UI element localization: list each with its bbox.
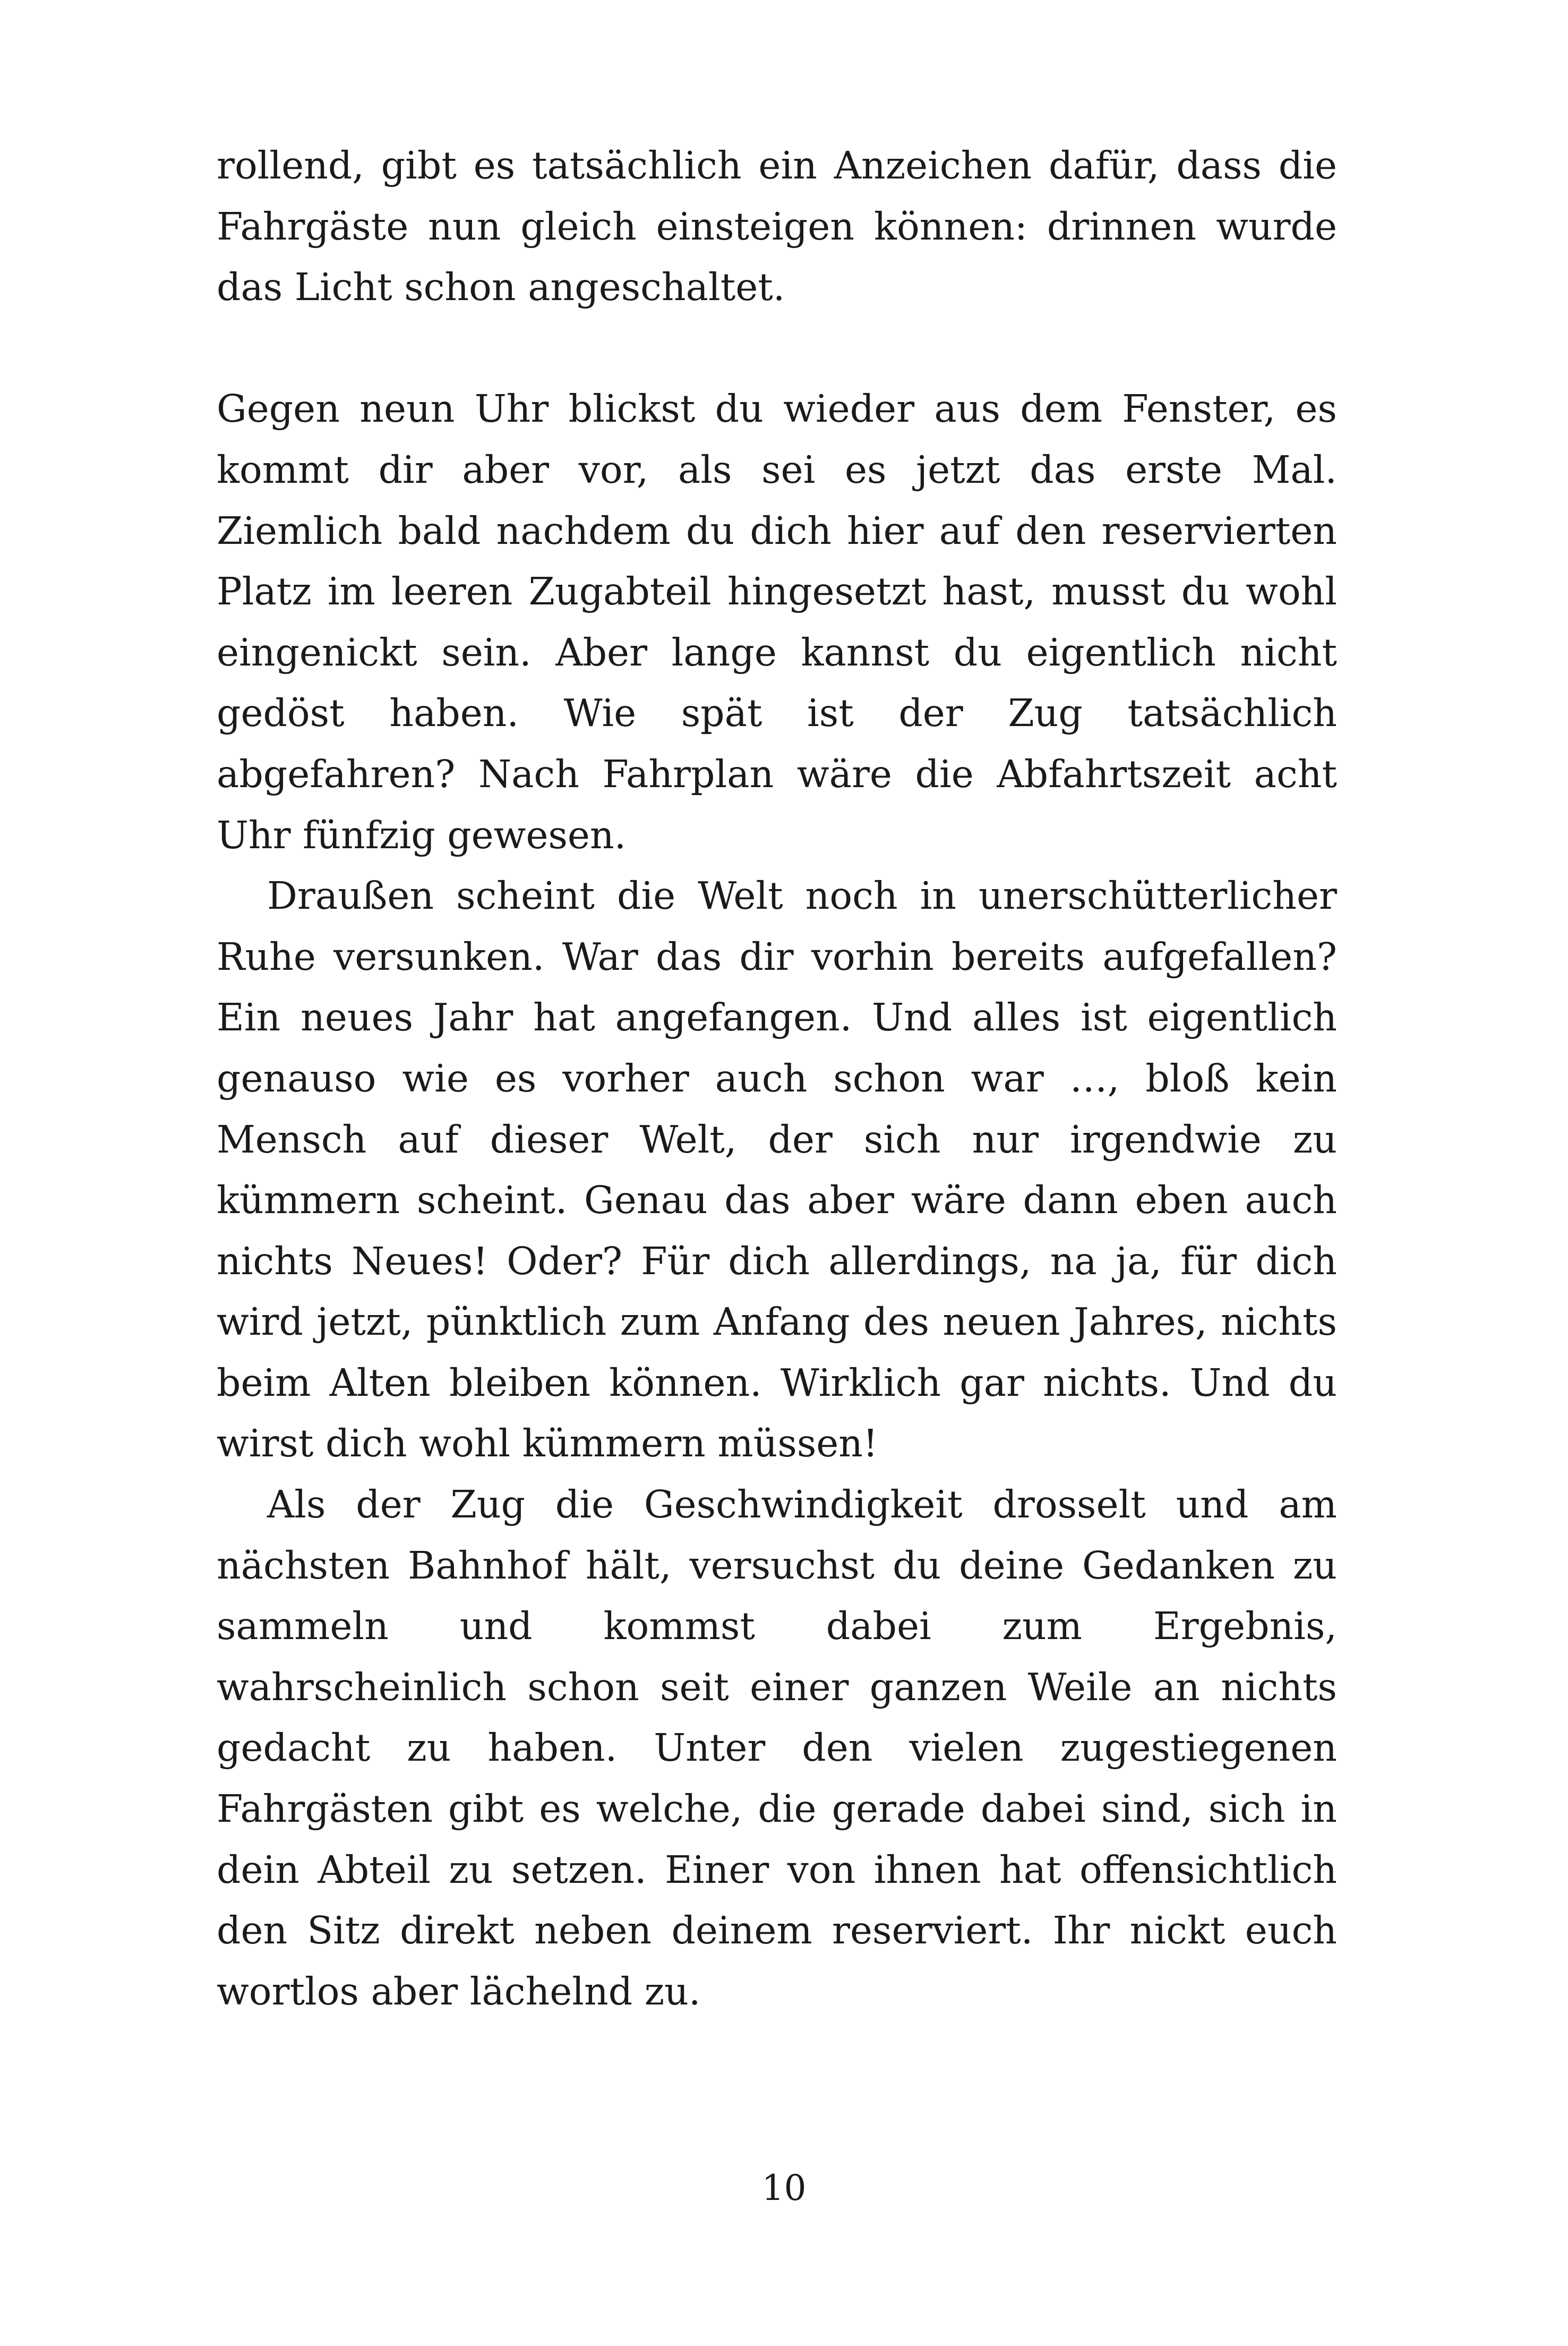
paragraph-section-start: Gegen neun Uhr blickst du wieder aus dem Fenster, es kommt dir aber vor, als sei es jetzt das erste Mal. Ziemlich bald nachdem du dich hier auf den reservierten Platz im leeren Zugabteil hingesetzt hast, musst du wohl eingenickt sein. Aber lange kannst du eigentlich nicht gedöst haben. Wie spät ist der Zug tatsächlich abgefahren? Nach Fahrplan wäre die Abfahrtszeit acht Uhr fünfzig gewesen. <box>217 387 1337 857</box>
page-number: 10 <box>761 2168 807 2208</box>
paragraph: Draußen scheint die Welt noch in unerschütterlicher Ruhe versunken. War das dir vorhin bereits aufgefallen? Ein neues Jahr hat angefangen. Und alles ist eigentlich genauso wie es vorher auch schon war …, bloß kein Mensch auf dieser Welt, der sich nur irgendwie zu kümmern scheint. Genau das aber wäre dann eben auch nichts Neues! Oder? Für dich allerdings, na ja, für dich wird jetzt, pünktlich zum Anfang des neuen Jahres, nichts beim Alten bleiben können. Wirklich gar nichts. Und du wirst dich wohl kümmern müssen! <box>217 874 1337 1466</box>
body-text <box>217 135 1337 2022</box>
paragraph-continuation: rollend, gibt es tatsächlich ein Anzeichen dafür, dass die Fahrgäste nun gleich einsteigen können: drinnen wurde das Licht schon angeschaltet. <box>217 143 1337 310</box>
paragraph: Als der Zug die Geschwindigkeit drosselt und am nächsten Bahnhof hält, versuchst du deine Gedanken zu sammeln und kommst dabei zum Ergebnis, wahrscheinlich schon seit einer ganzen Weile an nichts gedacht zu haben. Unter den vielen zugestiegenen Fahrgästen gibt es welche, die gerade dabei sind, sich in dein Abteil zu setzen. Einer von ihnen hat offensichtlich den Sitz direkt neben deinem reserviert. Ihr nickt euch wortlos aber lächelnd zu. <box>217 1482 1337 2014</box>
